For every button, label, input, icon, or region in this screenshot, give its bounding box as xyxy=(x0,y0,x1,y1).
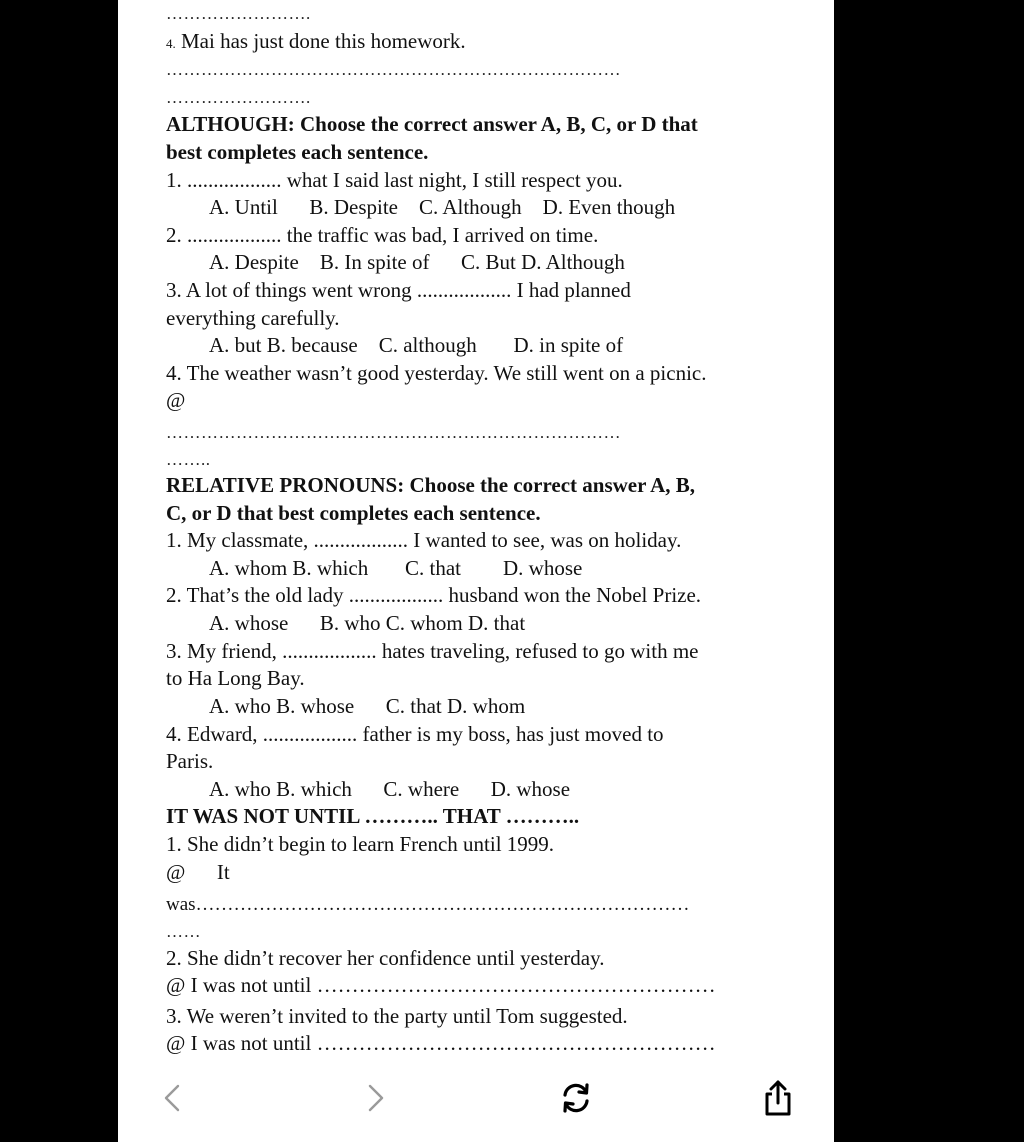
section-heading-although: ALTHOUGH: Choose the correct answer A, B, C, or D that xyxy=(166,112,698,136)
item-number: 4. xyxy=(166,36,176,51)
options-relative-4: A. who B. which C. where D. whose xyxy=(209,777,571,801)
rewrite-marker: @ xyxy=(166,388,186,412)
sentence-text: Mai has just done this homework. xyxy=(181,29,466,53)
section-heading-although-cont: best completes each sentence. xyxy=(166,140,429,164)
section-heading-not-until: IT WAS NOT UNTIL ……….. THAT ……….. xyxy=(166,804,580,828)
question-relative-1: 1. My classmate, .................. I wanted to see, was on holiday. xyxy=(166,528,682,552)
answer-line: …………………………………………………………………… xyxy=(166,423,621,442)
answer-line: …….. xyxy=(166,450,211,469)
forward-button[interactable] xyxy=(358,1076,394,1120)
options-although-1: A. Until B. Despite C. Although D. Even though xyxy=(209,195,676,219)
answer-line: …………………………………………………………………… xyxy=(166,60,621,79)
answer-line: …… xyxy=(166,922,201,941)
forward-chevron-icon xyxy=(366,1083,386,1113)
question-although-4: 4. The weather wasn’t good yesterday. We still went on a picnic. xyxy=(166,361,707,385)
options-although-2: A. Despite B. In spite of C. But D. Although xyxy=(209,250,625,274)
question-although-2: 2. .................. the traffic was bad, I arrived on time. xyxy=(166,223,599,247)
back-button[interactable] xyxy=(154,1076,190,1120)
rewrite-prompt-3: @ I was not until ………………………………………………… xyxy=(166,1031,716,1055)
back-chevron-icon xyxy=(162,1083,182,1113)
question-although-3: 3. A lot of things went wrong .................. I had planned xyxy=(166,278,631,302)
document-page xyxy=(118,0,834,1142)
rewrite-prompt-1: @ It xyxy=(166,860,230,884)
question-relative-4-cont: Paris. xyxy=(166,749,214,773)
question-not-until-2: 2. She didn’t recover her confidence until yesterday. xyxy=(166,946,605,970)
question-relative-3-cont: to Ha Long Bay. xyxy=(166,666,305,690)
question-relative-3: 3. My friend, .................. hates traveling, refused to go with me xyxy=(166,639,699,663)
question-although-1: 1. .................. what I said last night, I still respect you. xyxy=(166,168,623,192)
rewrite-line-1: was…………………………………………………………………… xyxy=(166,894,690,915)
answer-line: ……………………. xyxy=(166,4,311,23)
answer-line: ……………………. xyxy=(166,88,311,107)
options-relative-2: A. whose B. who C. whom D. that xyxy=(209,611,526,635)
refresh-button[interactable] xyxy=(554,1076,598,1120)
sentence-4-mai xyxy=(166,28,466,57)
rewrite-prompt-2: @ I was not until ………………………………………………… xyxy=(166,973,716,997)
question-relative-4: 4. Edward, .................. father is my boss, has just moved to xyxy=(166,722,664,746)
options-relative-3: A. who B. whose C. that D. whom xyxy=(209,694,526,718)
question-although-3-cont: everything carefully. xyxy=(166,306,340,330)
question-relative-2: 2. That’s the old lady .................. husband won the Nobel Prize. xyxy=(166,583,702,607)
refresh-icon xyxy=(557,1079,595,1117)
section-heading-relative: RELATIVE PRONOUNS: Choose the correct answer A, B, xyxy=(166,473,696,497)
question-not-until-1: 1. She didn’t begin to learn French until 1999. xyxy=(166,832,555,856)
section-heading-relative-cont: C, or D that best completes each sentence. xyxy=(166,501,541,525)
share-icon xyxy=(760,1078,796,1118)
options-relative-1: A. whom B. which C. that D. whose xyxy=(209,556,583,580)
options-although-3: A. but B. because C. although D. in spite of xyxy=(209,333,624,357)
share-button[interactable] xyxy=(756,1076,800,1120)
question-not-until-3: 3. We weren’t invited to the party until Tom suggested. xyxy=(166,1004,628,1028)
